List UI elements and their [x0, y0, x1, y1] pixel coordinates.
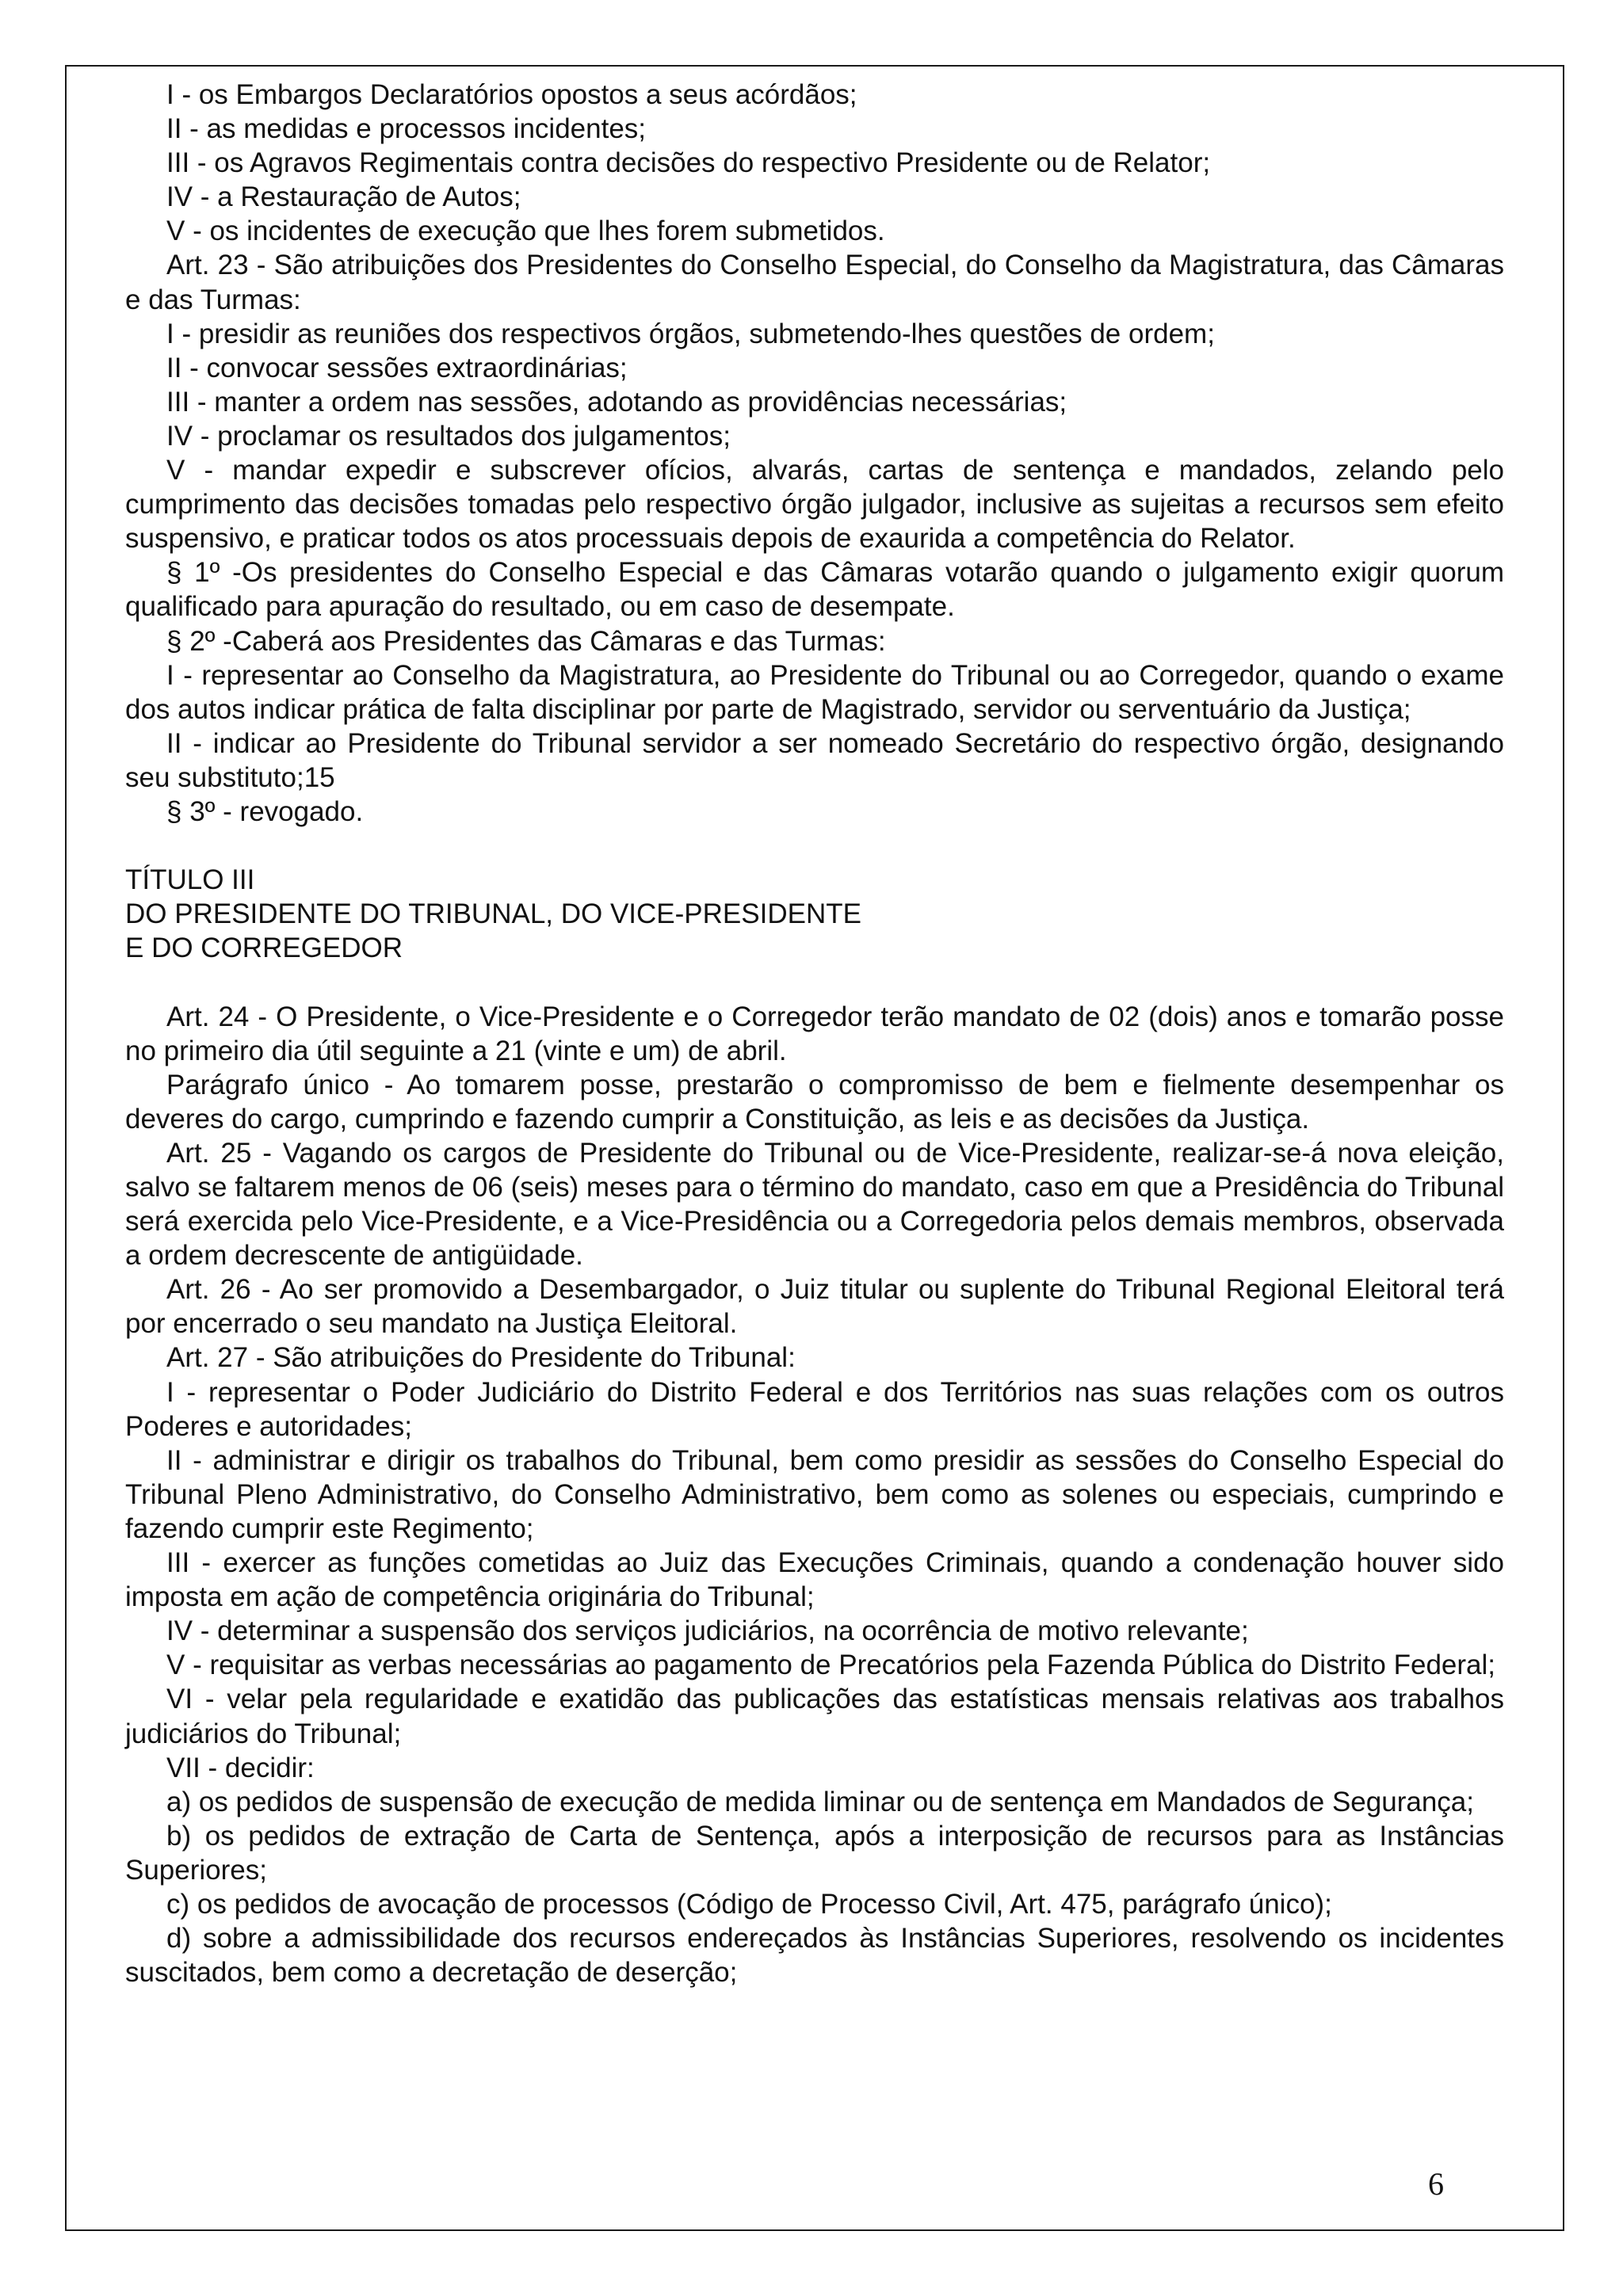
spacer — [125, 965, 1504, 999]
paragraph: a) os pedidos de suspensão de execução de medida liminar ou de sentença em Mandados de Segurança; — [166, 1786, 1474, 1817]
paragraph: V - os incidentes de execução que lhes forem submetidos. — [166, 215, 885, 247]
paragraph: § 1º -Os presidentes do Conselho Especial e das Câmaras votarão quando o julgamento exigir quorum qualificado para apuração do resultado, ou em caso de desempate. — [125, 557, 1504, 623]
paragraph: VII - decidir: — [166, 1752, 315, 1783]
paragraph: § 3º - revogado. — [166, 795, 364, 827]
paragraph: II - as medidas e processos incidentes; — [166, 113, 647, 145]
article-paragraph: Art. 23 - São atribuições dos Presidentes do Conselho Especial, do Conselho da Magistratura, das Câmaras e das Turmas: — [125, 250, 1504, 315]
paragraph: VI - velar pela regularidade e exatidão das publicações das estatísticas mensais relativas aos trabalhos judiciários do Tribunal; — [125, 1684, 1504, 1749]
document-body — [125, 78, 1504, 1989]
paragraph: IV - determinar a suspensão dos serviços judiciários, na ocorrência de motivo relevante; — [166, 1615, 1249, 1647]
paragraph: I - representar ao Conselho da Magistratura, ao Presidente do Tribunal ou ao Corregedor, quando o exame dos autos indicar prática de falta disciplinar por parte de Magistrado, servidor ou serventuário da Justiça; — [125, 659, 1504, 725]
paragraph: II - convocar sessões extraordinárias; — [166, 352, 628, 383]
paragraph: II - administrar e dirigir os trabalhos do Tribunal, bem como presidir as sessões do Conselho Especial do Tribunal Pleno Administrativo, do Conselho Administrativo, bem como as solenes ou especiais, cumprindo e fazendo cumprir este Regimento; — [125, 1444, 1504, 1544]
article-paragraph: Art. 24 - O Presidente, o Vice-Presidente e o Corregedor terão mandato de 02 (dois) anos e tomarão posse no primeiro dia útil seguinte a 21 (vinte e um) de abril. — [125, 1001, 1504, 1066]
paragraph: I - representar o Poder Judiciário do Distrito Federal e dos Territórios nas suas relações com os outros Poderes e autoridades; — [125, 1376, 1504, 1442]
paragraph: IV - proclamar os resultados dos julgamentos; — [166, 420, 731, 452]
paragraph: I - os Embargos Declaratórios opostos a seus acórdãos; — [166, 79, 857, 110]
paragraph: IV - a Restauração de Autos; — [166, 181, 521, 213]
paragraph: d) sobre a admissibilidade dos recursos endereçados às Instâncias Superiores, resolvendo os incidentes suscitados, bem como a decretação de deserção; — [125, 1923, 1504, 1989]
paragraph: V - requisitar as verbas necessárias ao pagamento de Precatórios pela Fazenda Pública do Distrito Federal; — [166, 1650, 1495, 1681]
paragraph: b) os pedidos de extração de Carta de Sentença, após a interposição de recursos para as Instâncias Superiores; — [125, 1820, 1504, 1886]
article-paragraph: Art. 26 - Ao ser promovido a Desembargador, o Juiz titular ou suplente do Tribunal Regional Eleitoral terá por encerrado o seu mandato na Justiça Eleitoral. — [125, 1274, 1504, 1340]
paragraph: III - exercer as funções cometidas ao Juiz das Execuções Criminais, quando a condenação houver sido imposta em ação de competência originária do Tribunal; — [125, 1547, 1504, 1613]
paragraph: c) os pedidos de avocação de processos (Código de Processo Civil, Art. 475, parágrafo único); — [166, 1888, 1332, 1920]
paragraph: I - presidir as reuniões dos respectivos órgãos, submetendo-lhes questões de ordem; — [166, 318, 1215, 349]
section-title-line: TÍTULO III — [125, 864, 255, 896]
page-number: 6 — [1428, 2166, 1444, 2202]
paragraph: Parágrafo único - Ao tomarem posse, prestarão o compromisso de bem e fielmente desempenhar os deveres do cargo, cumprindo e fazendo cumprir a Constituição, as leis e as decisões da Justiça. — [125, 1069, 1504, 1135]
spacer — [125, 829, 1504, 863]
paragraph: II - indicar ao Presidente do Tribunal servidor a ser nomeado Secretário do respectivo órgão, designando seu substituto;15 — [125, 727, 1504, 793]
article-paragraph: Art. 25 - Vagando os cargos de Presidente do Tribunal ou de Vice-Presidente, realizar-se-á nova eleição, salvo se faltarem menos de 06 (seis) meses para o término do mandato, caso em que a Presidência do Tribunal será exercida pelo Vice-Presidente, e a Vice-Presidência ou a Corregedoria pelos demais membros, observada a ordem decrescente de antigüidade. — [125, 1137, 1504, 1272]
paragraph: V - mandar expedir e subscrever ofícios, alvarás, cartas de sentença e mandados, zelando pelo cumprimento das decisões tomadas pelo respectivo órgão julgador, inclusive as sujeitas a recursos sem efeito suspensivo, e praticar todos os atos processuais depois de exaurida a competência do Relator. — [125, 455, 1504, 555]
paragraph: III - os Agravos Regimentais contra decisões do respectivo Presidente ou de Relator; — [166, 147, 1211, 179]
paragraph: III - manter a ordem nas sessões, adotando as providências necessárias; — [166, 386, 1067, 418]
section-title-line: E DO CORREGEDOR — [125, 933, 403, 964]
section-title-line: DO PRESIDENTE DO TRIBUNAL, DO VICE-PRESIDENTE — [125, 898, 861, 930]
paragraph: § 2º -Caberá aos Presidentes das Câmaras e das Turmas: — [166, 625, 886, 657]
article-paragraph: Art. 27 - São atribuições do Presidente do Tribunal: — [166, 1342, 796, 1374]
